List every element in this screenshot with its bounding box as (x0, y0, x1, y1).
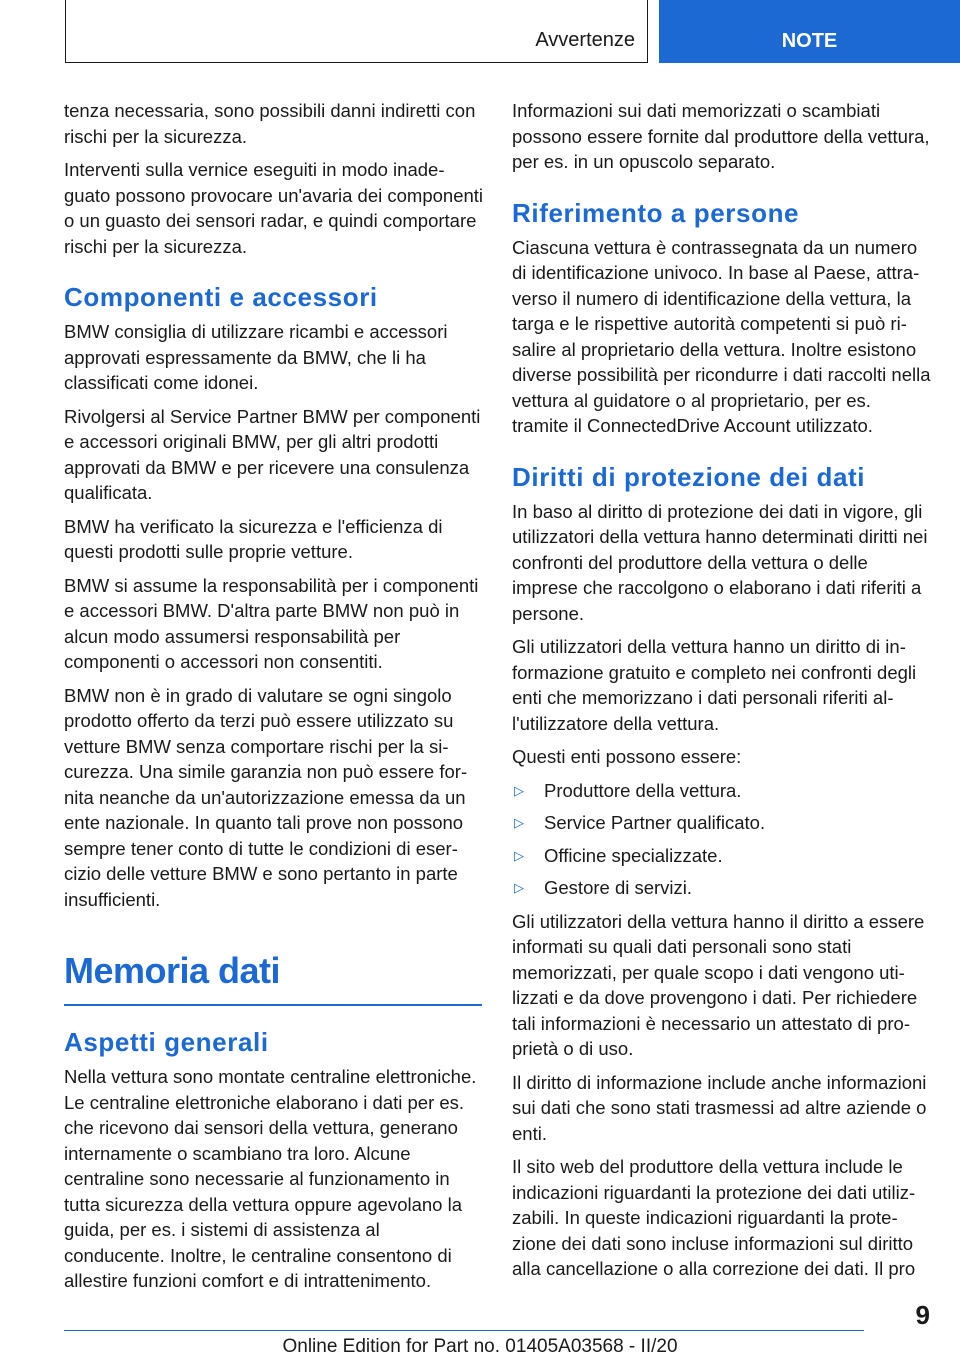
paragraph: Gli utilizzatori della vettura hanno un diritto di informazione gratuito e completo nei confronti degli enti che memorizzano i dati personali riferiti all'utilizzatore della vettura. (512, 636, 917, 734)
paragraph: Il sito web del produttore della vettura include le indicazioni riguardanti la protezione dei dati utilizzabili. In queste indicazioni riguardanti la protezione dei dati sono incluse informazioni sul diritto alla cancellazione o alla correzione dei dati. Il pro (512, 1156, 916, 1279)
list-item (512, 843, 932, 869)
heading-rule (64, 1004, 482, 1006)
paragraph: BMW non è in grado di valutare se ogni singolo prodotto offerto da terzi può essere utilizzato su vetture BMW senza comportare rischi per la sicurezza. Una simile garanzia non può essere fornita neanche da un'autorizzazione emessa da un ente nazionale. In quanto tali prove non possono sempre tener conto di tutte le condizioni di esercizio delle vetture BMW e sono pertanto in parte insufficienti. (64, 684, 468, 910)
triangle-bullet-icon: ▷ (514, 880, 524, 895)
paragraph: Informazioni sui dati memorizzati o scambiati possono essere fornite dal produttore della vettura, per es. in un opuscolo separato. (512, 100, 930, 172)
paragraph: BMW ha verificato la sicurezza e l'efficienza di questi prodotti sulle proprie vetture. (64, 515, 443, 562)
paragraph: Questi enti possono essere: (512, 746, 742, 767)
triangle-bullet-icon: ▷ (514, 847, 524, 863)
paragraph: Interventi sulla vernice eseguiti in modo inadeguato possono provocare un'avaria dei componenti o un guasto dei sensori radar, e quindi comportare rischi per la sicurezza. (64, 159, 484, 257)
page-number: 9 (915, 1300, 930, 1330)
header-tab-note (659, 0, 960, 63)
left-column (64, 98, 484, 1302)
header-section-title: Avvertenze (535, 29, 635, 51)
entities-list (512, 778, 932, 901)
list-item (512, 875, 932, 901)
paragraph: BMW consiglia di utilizzare ricambi e accessori approvati espressamente da BMW, che li ha classificati come idonei. (64, 321, 448, 393)
heading-aspetti-generali: Aspetti generali (64, 1027, 269, 1057)
list-item-text: Gestore di servizi. (544, 877, 693, 898)
list-item-text: Produttore della vettura. (544, 779, 742, 801)
heading-riferimento: Riferimento a persone (512, 197, 800, 228)
paragraph: tenza necessaria, sono possibili danni indiretti con rischi per la sicurezza. (64, 100, 476, 147)
paragraph: Rivolgersi al Service Partner BMW per componenti e accessori originali BMW, per gli altri prodotti approvati da BMW e per ricevere una consulenza qualificata. (64, 405, 481, 503)
list-item-text: Service Partner qualificato. (544, 812, 766, 833)
header-tab-label: NOTE (781, 30, 838, 52)
triangle-bullet-icon: ▷ (514, 782, 524, 798)
paragraph: Ciascuna vettura è contrassegnata da un numero di identificazione univoco. In base al Paese, attraverso il numero di identificazione della vettura, la targa e le rispettive autorità competenti si può risalire al proprietario della vettura. Inoltre esistono diverse possibilità per ricondurre i dati raccolti nella vettura al guidatore o al proprietario, per es. tramite il ConnectedDrive Account utilizzato. (512, 236, 931, 436)
list-item (512, 778, 932, 804)
paragraph: Il diritto di informazione include anche informazioni sui dati che sono stati trasmessi ad altre aziende o enti. (512, 1071, 927, 1144)
footer-rule (64, 1330, 864, 1331)
heading-componenti: Componenti e accessori (64, 282, 378, 312)
footer-edition: Online Edition for Part no. 01405A03568 - II/20 (282, 1336, 678, 1357)
right-column (512, 98, 932, 1290)
paragraph: Gli utilizzatori della vettura hanno il diritto a essere informati su quali dati personali sono stati memorizzati, per quale scopo i dati vengono utilizzati e da dove provengono i dati. Per richiedere tali informazioni è necessario un attestato di proprietà o di uso. (512, 910, 925, 1059)
triangle-bullet-icon: ▷ (514, 815, 524, 830)
heading-memoria-dati: Memoria dati (64, 950, 281, 991)
list-item (512, 810, 932, 836)
paragraph: BMW si assume la responsabilità per i componenti e accessori BMW. D'altra parte BMW non può in alcun modo assumersi responsabilità per componenti o accessori non consentiti. (64, 574, 479, 672)
heading-diritti: Diritti di protezione dei dati (512, 461, 866, 492)
paragraph: In baso al diritto di protezione dei dati in vigore, gli utilizzatori della vettura hanno determinati diritti nei confronti del produttore della vettura o delle imprese che raccolgono o elaborano i dati riferiti a persone. (512, 500, 928, 624)
list-item-text: Officine specializzate. (544, 844, 723, 866)
header-section-box (65, 0, 648, 63)
paragraph: Nella vettura sono montate centraline elettroniche. Le centraline elettroniche elaborano i dati per es. che ricevono dai sensori della vettura, generano internamente o scambiano tra loro. Alcune centraline sono necessarie al funzionamento in tutta sicurezza della vettura oppure agevolano la guida, per es. i sistemi di assistenza al conducente. Inoltre, le centraline consentono di allestire funzioni comfort e di intrattenimento. (64, 1066, 477, 1291)
